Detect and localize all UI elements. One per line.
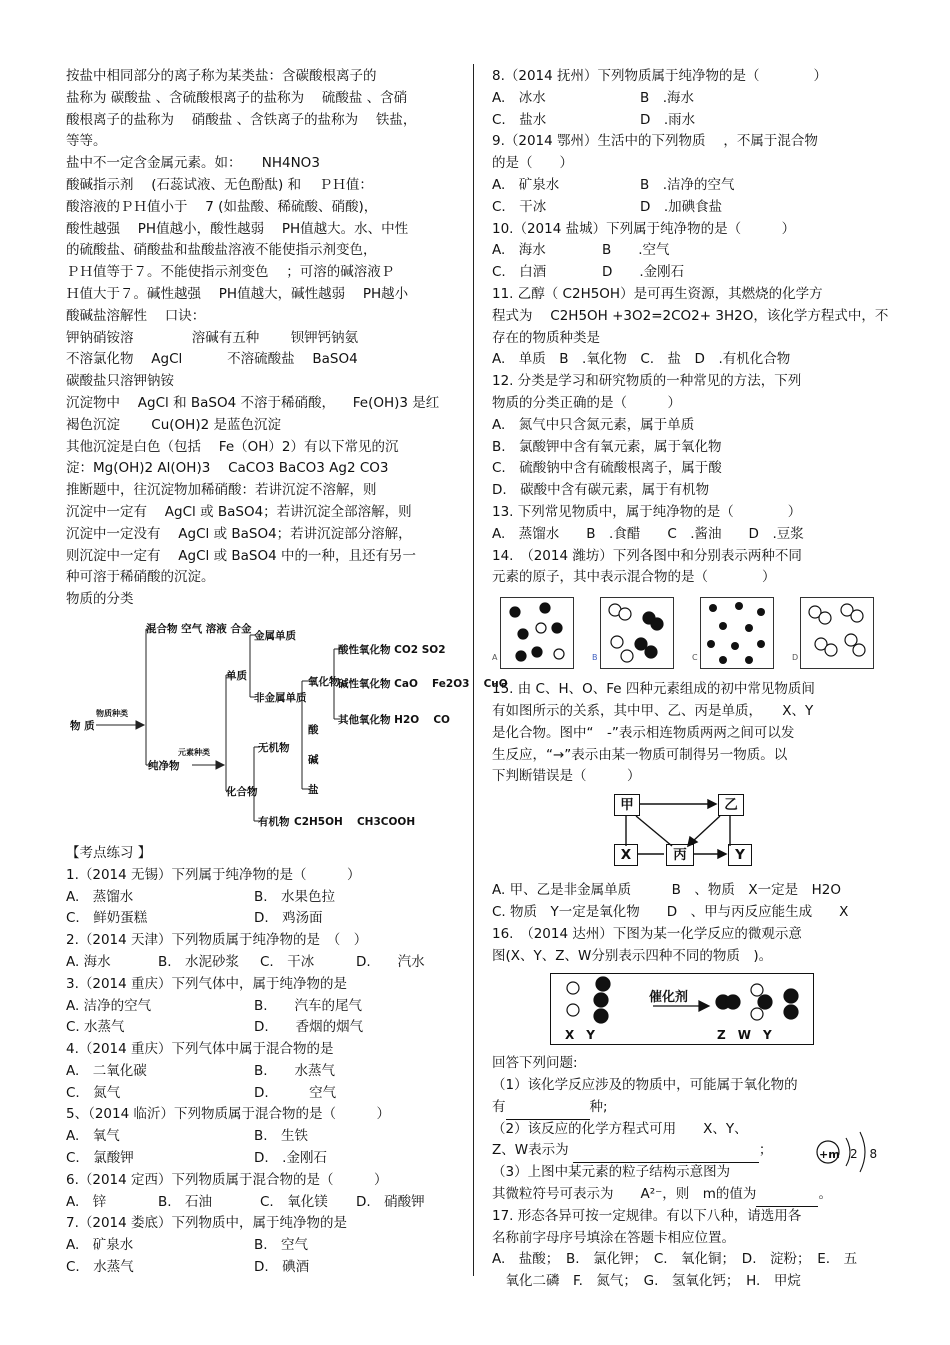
option-d: D. 空气: [254, 1084, 337, 1101]
q15-stem-3: 是化合物。图中“ -”表示相连物质两两之间可以发: [492, 724, 795, 741]
left-column: [66, 66, 508, 1279]
q12-option-a: A. 氮气中只含氮元素，属于单质: [492, 416, 695, 433]
note-line: 碳酸盐只溶钾钠铵: [66, 373, 174, 390]
note-line: 的硫酸盐、硝酸盐和盐酸盐溶液不能使指示剂变色，: [66, 242, 377, 259]
q14-stem-1: 14. （2014 潍坊）下列各图中和分别表示两种不同: [492, 547, 802, 564]
q8-stem: 8.（2014 抚州）下列物质属于纯净物的是（ ）: [492, 68, 828, 84]
q13-options: A. 蒸馏水 B .食醋 C .酱油 D .豆浆: [492, 525, 804, 542]
note-line: 物质的分类: [66, 591, 134, 608]
q11-stem-3: 存在的物质种类是: [492, 329, 600, 346]
tree-mixture: 混合物 空气 溶液 合金: [146, 622, 252, 635]
q14-box-a: [500, 597, 574, 669]
q9-option-a: A. 矿泉水: [492, 176, 560, 193]
option-row: [66, 1257, 458, 1279]
note-line: 沉淀中一定有 AgCl 或 BaSO4；若讲沉淀全部溶解，则: [66, 503, 412, 520]
q12-option-d: D. 碳酸中含有碳元素，属于有机物: [492, 482, 710, 499]
tree-basic-oxide: 碱性氧化物 CaO Fe2O3 CuO: [338, 677, 508, 690]
q16-ion-shells: 2 8: [850, 1147, 882, 1162]
option-a: A. 蒸馏水: [66, 888, 134, 905]
q10-option-a: A. 海水: [492, 242, 546, 259]
q16-answer-intro: 回答下列问题:: [492, 1055, 578, 1072]
q16-sub2-stem: （2）该反应的化学方程式可用 X、Y、: [492, 1120, 748, 1137]
tree-pure: 纯净物: [148, 759, 180, 772]
note-line: 淀：Mg(OH)2 Al(OH)3 CaCO3 BaCO3 Ag2 CO3: [66, 460, 389, 477]
note-line: 酸性越强 PH值越小，酸性越弱 PH值越大。水、中性: [66, 220, 409, 237]
q15-stem-5: 下判断错误是（ ）: [492, 768, 641, 785]
note-line: 酸碱盐溶解性 口诀：: [66, 307, 206, 324]
option-d: D. .金刚石: [254, 1150, 327, 1167]
option-c: C. 水蒸气: [66, 1259, 134, 1276]
q8-option-c: C. 盐水: [492, 111, 547, 128]
option-a: A. 氧气: [66, 1128, 120, 1145]
option-row: [66, 908, 458, 930]
option-b: B. 空气: [254, 1237, 309, 1254]
note-line: 不溶氯化物 AgCl 不溶硫酸盐 BaSO4: [66, 351, 358, 368]
q9-option-b: B .洁净的空气: [640, 176, 735, 193]
q14-stem-2: 元素的原子，其中表示混合物的是（ ）: [492, 569, 776, 586]
q11-stem-1: 11. 乙醇（ C2H5OH）是可再生资源，其燃烧的化学方: [492, 285, 823, 302]
note-line: 沉淀物中 AgCl 和 BaSO4 不溶于稀硝酸， Fe(OH)3 是红: [66, 394, 440, 411]
option-b: B. 水果色拉: [254, 888, 336, 905]
q11-stem-2: 程式为 C2H5OH +3O2=2CO2+ 3H2O，该化学方程式中，不: [492, 307, 889, 324]
tree-nonmetal: 非金属单质: [254, 691, 307, 704]
question-stem: 7.（2014 娄底）下列物质中，属于纯净物的是: [66, 1215, 348, 1232]
option-b: B. 生铁: [254, 1128, 309, 1145]
option-b: B. 汽车的尾气: [254, 997, 363, 1014]
tree-organic-examples: C2H5OH CH3COOH: [294, 815, 416, 828]
option-a: A. 二氧化碳: [66, 1062, 147, 1079]
question-stem: 1.（2014 无锡）下列属于纯净物的是（ ）: [66, 866, 361, 883]
q17-stem-1: 17. 形态各异可按一定规律。有以下八种，请选用各: [492, 1207, 802, 1224]
q16-micro-diagram: [492, 973, 884, 1051]
q17-stem-2: 名称前字母序号填涂在答题卡相应位置。: [492, 1229, 735, 1246]
q16-sub2-suffix: ；: [758, 1142, 773, 1159]
option-c: C. 干冰: [260, 953, 315, 970]
question-stem: 3.（2014 重庆）下列气体中，属于纯净物的是: [66, 975, 348, 992]
q15-node-bing: 丙: [666, 844, 694, 866]
q15-stem-4: 生反应，“→”表示由某一物质可制得另一物质。以: [492, 746, 788, 763]
option-row: [66, 1235, 458, 1257]
note-line: 酸碱指示剂 (石蕊试液、无色酚酞) 和 ＰＨ值：: [66, 176, 373, 193]
note-line: 等等。: [66, 133, 107, 150]
question-stem: 5、（2014 临沂）下列物质属于混合物的是（ ）: [66, 1106, 390, 1123]
practice-questions: [66, 865, 458, 1279]
q8-option-b: B .海水: [640, 89, 695, 106]
note-line: 酸根离子的盐称为 硝酸盐 、含铁离子的盐称为 铁盐，: [66, 111, 417, 128]
q16-ion-nucleus: +m: [819, 1148, 840, 1162]
q14-label-c: C: [692, 653, 698, 663]
q14-box-b: [600, 597, 674, 669]
q15-node-y: Y: [728, 844, 752, 866]
note-line: 按盐中相同部分的离子称为某类盐：含碳酸根离子的: [66, 68, 377, 84]
q10-stem: 10.（2014 盐城）下列属于纯净物的是（ ）: [492, 220, 796, 237]
tree-base: 碱: [308, 753, 319, 766]
q11-options: A. 单质 B .氧化物 C. 盐 D .有机化合物: [492, 351, 791, 368]
q16-catalyst-label: 催化剂: [649, 990, 689, 1006]
classification-tree: [66, 615, 508, 837]
q16-sub3-suffix: 。: [818, 1186, 832, 1203]
q14-box-d: [800, 597, 874, 669]
note-line: 钾钠硝铵溶 溶碱有五种 钡钾钙钠氨: [66, 329, 359, 346]
tree-compound: 化合物: [226, 785, 258, 798]
option-d: D. 香烟的烟气: [254, 1019, 364, 1036]
tree-simple: 单质: [226, 669, 247, 682]
q15-node-x: X: [614, 844, 638, 866]
option-d: D. 鸡汤面: [254, 910, 323, 927]
option-d: D. 汽水: [356, 953, 425, 970]
q16-sub1-answer: [492, 1097, 884, 1119]
option-c: C. 水蒸气: [66, 1019, 125, 1036]
tree-other-oxide: 其他氧化物 H2O CO: [338, 713, 450, 726]
q14-label-b: B: [592, 653, 598, 663]
q16-sub1-suffix: 种;: [589, 1098, 608, 1115]
question-stem: 4.（2014 重庆）下列气体中属于混合物的是: [66, 1041, 334, 1058]
q15-option-cd: C. 物质 Y一定是氧化物 D 、甲与丙反应能生成 X: [492, 903, 849, 920]
option-b: B. 石油: [158, 1193, 213, 1210]
option-row: [66, 1017, 458, 1039]
option-a: A. 锌: [66, 1193, 107, 1210]
q14-label-a: A: [492, 653, 498, 663]
q12-option-b: B. 氯酸钾中含有氧元素，属于氧化物: [492, 438, 722, 455]
question-stem: 2.（2014 天津）下列物质属于纯净物的是 （ ）: [66, 932, 368, 949]
note-line: Ｈ值大于７。碱性越强 PH值越大，碱性越弱 PH越小: [66, 285, 409, 302]
tree-acid: 酸: [308, 723, 319, 736]
column-divider: [473, 64, 474, 1276]
option-row: [66, 1083, 458, 1105]
option-c: C. 氮气: [66, 1084, 121, 1101]
option-b: B. 水泥砂浆: [158, 953, 240, 970]
q12-option-c: C. 硫酸钠中含有硫酸根离子，属于酸: [492, 460, 722, 477]
option-row: [66, 1192, 458, 1214]
q9-stem-2: 的是（ ）: [492, 155, 573, 172]
q16-sub3-stem: （3）上图中某元素的粒子结构示意图为: [492, 1164, 731, 1181]
q16-sub2-prefix: Z、W表示为: [492, 1142, 569, 1159]
salt-notes: [66, 66, 458, 611]
note-line: 则沉淀中一定有 AgCl 或 BaSO4 中的一种，且还有另一: [66, 547, 416, 564]
q16-sub1-prefix: 有: [492, 1098, 506, 1115]
option-a: A. 洁净的空气: [66, 997, 152, 1014]
q12-stem-1: 12. 分类是学习和研究物质的一种常见的方法，下列: [492, 373, 802, 390]
q16-label-zwy: Z W Y: [717, 1028, 772, 1043]
q16-sub2-blank[interactable]: [573, 1140, 759, 1163]
q16-label-xy: X Y: [565, 1028, 595, 1043]
question-stem: 6.（2014 定西）下列物质属于混合物的是（ ）: [66, 1171, 388, 1188]
note-line: 盐中不一定含金属元素。如： NH4NO3: [66, 155, 320, 172]
option-row: [66, 1126, 458, 1148]
q15-stem-2: 有如图所示的关系，其中甲、乙、丙是单质， X、Y: [492, 702, 814, 719]
tree-salt: 盐: [308, 783, 319, 796]
q10-option-b: B .空气: [602, 242, 670, 259]
q15-relation-diagram: [492, 794, 884, 876]
option-row: [66, 1148, 458, 1170]
q9-stem-1: 9.（2014 鄂州）生活中的下列物质 ，不属于混合物: [492, 133, 818, 150]
tree-inorganic: 无机物: [258, 741, 290, 754]
q16-sub2-answer: [492, 1140, 884, 1162]
tree-arrow-label-2: 元素种类: [178, 747, 210, 757]
q17-options-1: A. 盐酸； B. 氯化钾； C. 氧化铜； D. 淀粉； E. 五: [492, 1251, 858, 1268]
tree-oxide: 氧化物: [308, 675, 340, 688]
option-a: A. 矿泉水: [66, 1237, 134, 1254]
q8-option-d: D .雨水: [640, 111, 696, 128]
q14-box-c: [700, 597, 774, 669]
option-b: B. 水蒸气: [254, 1062, 336, 1079]
q8-option-a: A. 冰水: [492, 89, 546, 106]
option-d: D. 硝酸钾: [356, 1193, 425, 1210]
q16-stem-2: 图(X、Y、Z、W分别表示四种不同的物质 )。: [492, 947, 773, 964]
q16-sub1-stem: （1）该化学反应涉及的物质中，可能属于氧化物的: [492, 1077, 798, 1094]
option-c: C. 鲜奶蛋糕: [66, 910, 148, 927]
tree-arrow-label-1: 物质种类: [96, 708, 128, 718]
q16-sub3-prefix: 其微粒符号可表示为 A²⁻，则 m的值为: [492, 1186, 757, 1203]
note-line: 沉淀中一定没有 AgCl 或 BaSO4；若讲沉淀部分溶解，: [66, 525, 412, 542]
option-row: [66, 1061, 458, 1083]
tree-root: 物 质: [70, 719, 95, 732]
q16-sub3-blank[interactable]: [756, 1184, 818, 1207]
tree-metal: 金属单质: [254, 629, 296, 642]
q9-option-c: C. 干冰: [492, 198, 547, 215]
q16-sub1-blank[interactable]: [506, 1097, 590, 1120]
q13-stem: 13. 下列常见物质中，属于纯净物的是（ ）: [492, 503, 802, 520]
option-d: D. 碘酒: [254, 1259, 310, 1276]
q9-option-d: D .加碘食盐: [640, 198, 723, 215]
q16-ion-structure: [810, 1130, 882, 1174]
note-line: 种可溶于稀硝酸的沉淀。: [66, 569, 215, 586]
tree-organic: 有机物: [258, 815, 290, 828]
q15-node-yi: 乙: [718, 794, 744, 816]
option-row: [66, 996, 458, 1018]
q14-label-d: D: [792, 653, 799, 663]
q16-sub3-answer: [492, 1184, 884, 1206]
note-line: 盐称为 碳酸盐 、含硫酸根离子的盐称为 硫酸盐 、含硝: [66, 89, 408, 106]
option-row: [66, 887, 458, 909]
tree-acidic-oxide: 酸性氧化物 CO2 SO2: [338, 643, 446, 656]
q10-option-d: D .金刚石: [602, 264, 685, 281]
practice-title: 【考点练习 】: [66, 844, 152, 861]
q15-option-ab: A. 甲、乙是非金属单质 B 、物质 X一定是 H2O: [492, 882, 841, 899]
q16-diagram-frame: [550, 973, 814, 1045]
q12-stem-2: 物质的分类正确的是（ ）: [492, 394, 681, 411]
right-column: [492, 66, 889, 1293]
option-c: C. 氧化镁: [260, 1193, 328, 1210]
note-line: 其他沉淀是白色（包括 Fe（OH）2）有以下常见的沉: [66, 438, 399, 455]
option-a: A. 海水: [66, 953, 111, 970]
q15-node-jia: 甲: [614, 794, 640, 816]
q16-stem-1: 16. （2014 达州）下图为某一化学反应的微观示意: [492, 925, 802, 942]
q15-stem-1: 15. 由 C、H、O、Fe 四种元素组成的初中常见物质间: [492, 681, 815, 698]
note-line: 褐色沉淀 Cu(OH)2 是蓝色沉淀: [66, 416, 281, 433]
q10-option-c: C. 白酒: [492, 264, 547, 281]
q14-particle-boxes: [492, 591, 884, 675]
q17-options-2: 氧化二磷 F. 氮气； G. 氢氧化钙； H. 甲烷: [492, 1273, 801, 1290]
option-c: C. 氯酸钾: [66, 1150, 134, 1167]
option-row: [66, 952, 458, 974]
note-line: ＰＨ值等于７。不能使指示剂变色 ；可溶的碱溶液Ｐ: [66, 264, 395, 281]
note-line: 酸溶液的ＰＨ值小于 7 (如盐酸、稀硫酸、硝酸)，: [66, 198, 378, 215]
note-line: 推断题中，往沉淀物加稀硝酸：若讲沉淀不溶解，则: [66, 482, 377, 499]
